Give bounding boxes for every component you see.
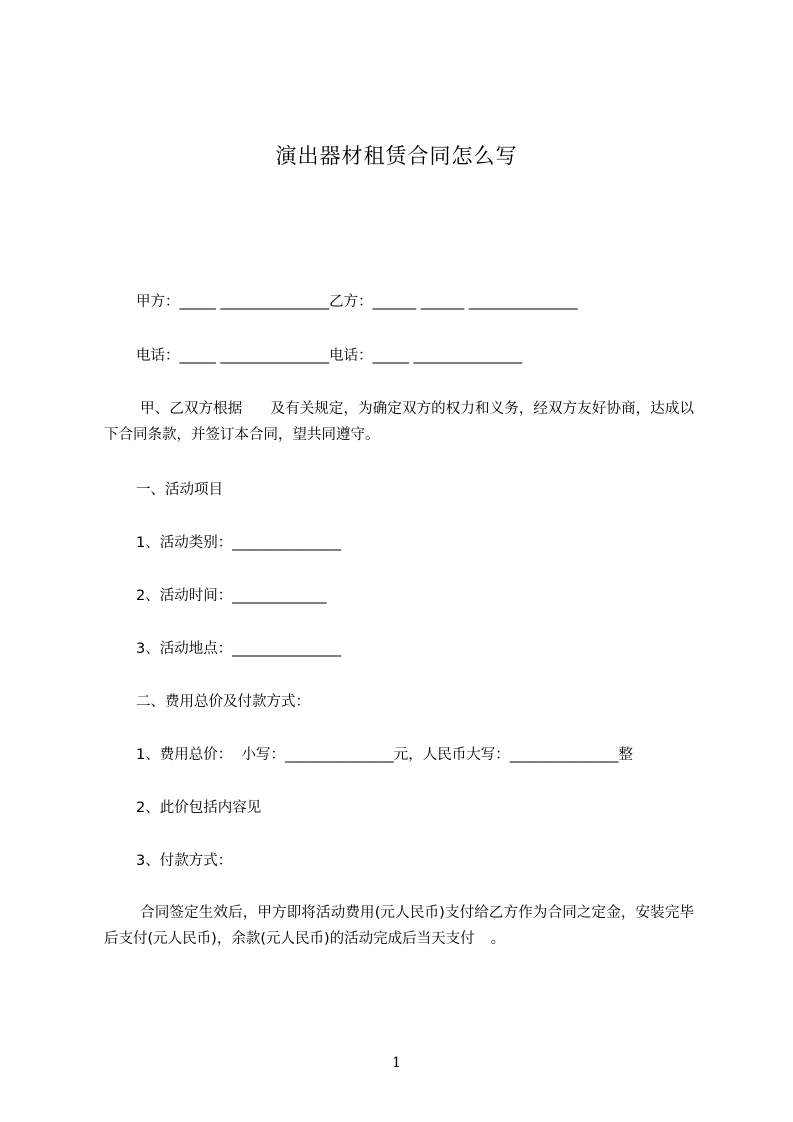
activity-time-line: 2、活动时间：_____________ (136, 588, 327, 604)
payment-method-heading: 3、付款方式： (136, 853, 233, 869)
section2-heading: 二、费用总价及付款方式： (136, 694, 310, 710)
payment-text-part1: 合同签定生效后，甲方即将活动费用(元人民币)支付给乙方作为合同之定金，安装完毕后支付(元人民币)，余款(元人民币)的活动完成后当天支付 (104, 905, 694, 947)
payment-paragraph (104, 900, 694, 952)
fee-includes-line: 2、此价包括内容见 (136, 800, 262, 816)
phone-line: 电话：_____ _______________电话：_____ _______________ (136, 348, 523, 364)
page-number: 1 (392, 1055, 401, 1071)
intro-text-part2: 及有关规定，为确定双方的权力和义务，经双方友好协商，达成以下合同条款，并签订本合同，望共同遵守。 (104, 401, 695, 443)
activity-place-line: 3、活动地点：_______________ (136, 641, 341, 657)
document-title: 演出器材租赁合同怎么写 (275, 144, 518, 168)
payment-text-part2: 。 (490, 931, 506, 947)
intro-paragraph (104, 396, 694, 448)
party-line: 甲方：_____ _______________乙方：______ ______ _______________ (136, 294, 578, 310)
section1-heading: 一、活动项目 (136, 482, 223, 498)
intro-text-part1: 甲、乙双方根据 (140, 401, 243, 417)
activity-type-line: 1、活动类别：_______________ (136, 535, 341, 551)
fee-total-line: 1、费用总价： 小写：_______________元，人民币大写：_______________整 (136, 747, 633, 763)
